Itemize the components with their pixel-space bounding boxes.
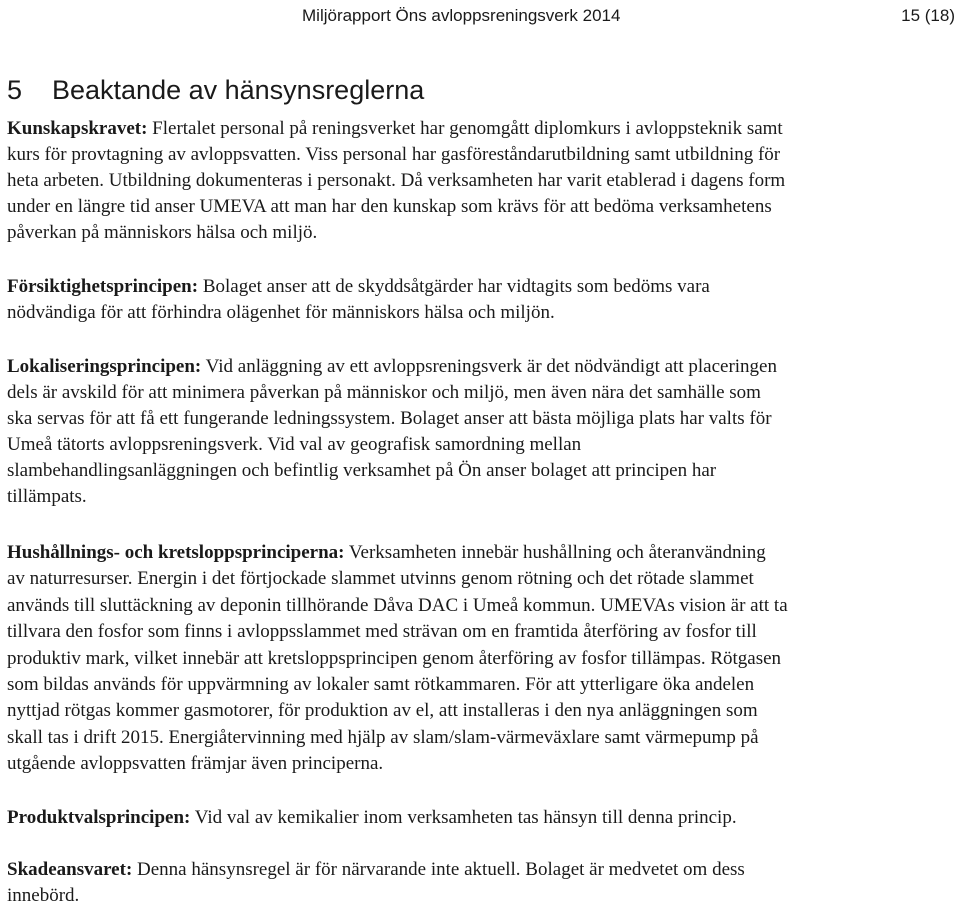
- paragraph-text: Denna hänsynsregel är för närvarande inte aktuell. Bolaget är medvetet om dess: [132, 859, 745, 880]
- paragraph-line: påverkan på människors hälsa och miljö.: [7, 222, 318, 243]
- paragraph-line: [7, 540, 957, 566]
- paragraph-produktvalsprincipen: [7, 805, 957, 831]
- paragraph-lead: Produktvalsprincipen:: [7, 807, 191, 828]
- paragraph-line: utgående avloppsvatten främjar även principerna.: [7, 753, 384, 775]
- paragraph-line: heta arbeten. Utbildning dokumenteras i personakt. Då verksamheten har varit etablerad i dagens form: [7, 170, 786, 191]
- paragraph-line: skall tas i drift 2015. Energiåtervinning med hjälp av slam/slam-värmeväxlare samt värmepump på: [7, 726, 759, 748]
- paragraph-forsiktighetsprincipen: [7, 274, 957, 326]
- paragraph-line: nyttjad rötgas kommer gasmotorer, för produktion av el, att installeras i den nya anläggningen som: [7, 700, 758, 722]
- paragraph-line: [7, 805, 957, 831]
- paragraph-text: Vid anläggning av ett avloppsreningsverk är det nödvändigt att placeringen: [201, 356, 777, 377]
- header-title: Miljörapport Öns avloppsreningsverk 2014: [302, 6, 621, 25]
- paragraph-lokaliseringsprincipen: [7, 354, 957, 510]
- paragraph-text: Vid val av kemikalier inom verksamheten tas hänsyn till denna princip.: [190, 807, 737, 828]
- paragraph-line: tillvara den fosfor som finns i avloppsslammet med strävan om en framtida återföring av fosfor till: [7, 621, 757, 643]
- paragraph-lead: Försiktighetsprincipen:: [7, 276, 199, 297]
- paragraph-line: dels är avskild för att minimera påverkan på människor och miljö, men även nära det samhälle som: [7, 382, 761, 403]
- page-number: 15 (18): [901, 6, 955, 25]
- paragraph-text: Flertalet personal på reningsverket har genomgått diplomkurs i avloppsteknik samt: [147, 118, 783, 139]
- paragraph-line: nödvändiga för att förhindra olägenhet för människors hälsa och miljön.: [7, 302, 555, 323]
- paragraph-kunskapskravet: [7, 116, 957, 246]
- paragraph-text: Bolaget anser att de skyddsåtgärder har vidtagits som bedöms vara: [198, 276, 710, 297]
- section-title: Beaktande av hänsynsreglerna: [52, 75, 425, 105]
- paragraph-line: [7, 354, 957, 380]
- paragraph-line: används till sluttäckning av deponin tillhörande Dåva DAC i Umeå kommun. UMEVAs vision är att ta: [7, 594, 788, 616]
- paragraph-line: ska servas för att få ett fungerande ledningssystem. Bolaget anser att bästa möjliga plats har valts för: [7, 408, 772, 429]
- paragraph-line: under en längre tid anser UMEVA att man har den kunskap som krävs för att bedöma verksamhetens: [7, 196, 772, 217]
- paragraph-line: [7, 274, 957, 300]
- paragraph-line: Umeå tätorts avloppsreningsverk. Vid val av geografisk samordning mellan: [7, 434, 582, 455]
- paragraph-line: kurs för provtagning av avloppsvatten. Viss personal har gasföreståndarutbildning samt utbildning för: [7, 144, 781, 165]
- paragraph-text: Verksamheten innebär hushållning och återanvändning: [344, 542, 766, 563]
- paragraph-line: som bildas används för uppvärmning av lokaler samt rötkammaren. För att ytterligare öka andelen: [7, 673, 755, 695]
- paragraph-line: innebörd.: [7, 885, 80, 906]
- paragraph-hushallningsprinciperna: [7, 540, 957, 778]
- paragraph-line: [7, 116, 957, 142]
- section-number: 5: [7, 75, 23, 105]
- paragraph-lead: Lokaliseringsprincipen:: [7, 356, 202, 377]
- paragraph-line: slambehandlingsanläggningen och befintlig verksamhet på Ön anser bolaget att principen har: [7, 460, 717, 481]
- paragraph-skadeansvaret: [7, 857, 957, 909]
- section-heading: [7, 73, 424, 107]
- paragraph-line: av naturresurser. Energin i det förtjockade slammet utvinns genom rötning och det rötade slammet: [7, 568, 754, 590]
- paragraph-line: produktiv mark, vilket innebär att kretsloppsprincipen genom återföring av fosfor tillämpas. Rötgasen: [7, 647, 782, 669]
- paragraph-lead: Kunskapskravet:: [7, 118, 148, 139]
- paragraph-lead: Skadeansvaret:: [7, 859, 133, 880]
- paragraph-line: tillämpats.: [7, 486, 87, 507]
- paragraph-line: [7, 857, 957, 883]
- paragraph-lead: Hushållnings- och kretsloppsprinciperna:: [7, 542, 345, 563]
